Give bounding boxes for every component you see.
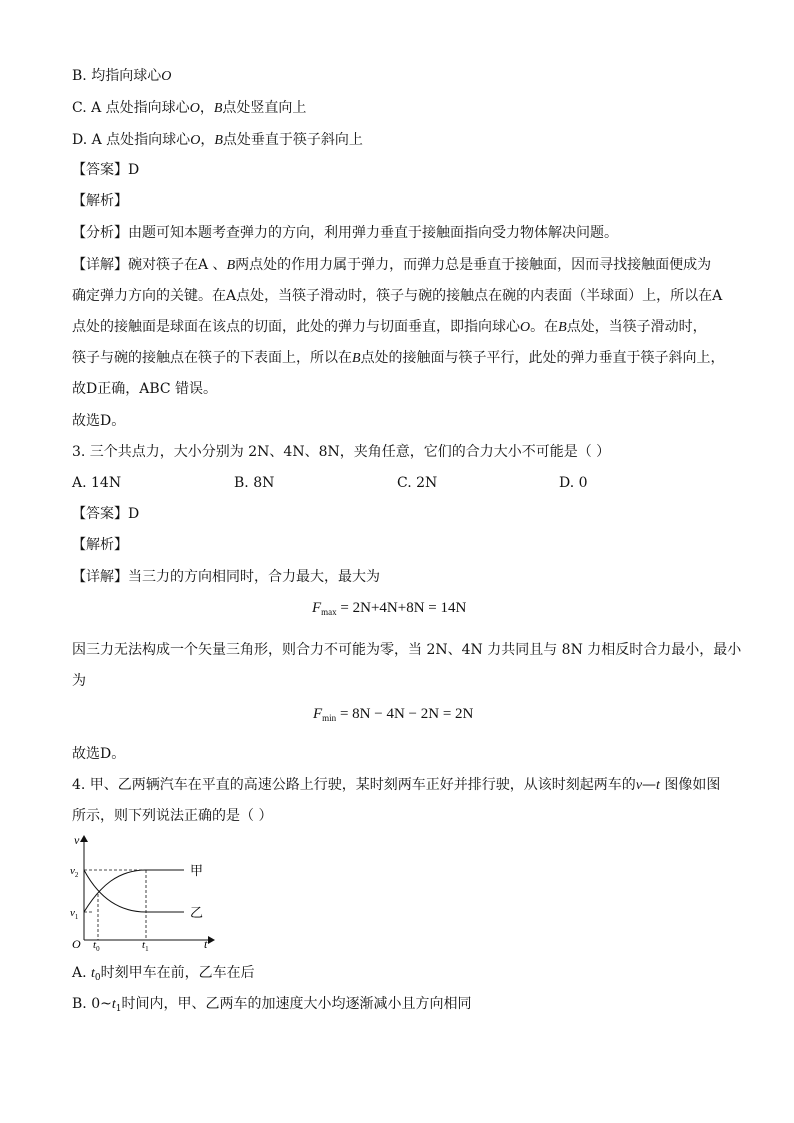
- q2-jiexi-heading: 【解析】: [72, 193, 128, 209]
- q2-detail-1a: 【详解】碗对筷子在A 、: [72, 257, 227, 273]
- v2-label: $v_2$: [70, 865, 79, 879]
- q2-detail-line-5: 故D正确，ABC 错误。: [72, 381, 218, 397]
- q4-option-a-t: t: [91, 966, 95, 981]
- q2-detail-1-point-b: B: [226, 258, 236, 273]
- origin-label: O: [72, 937, 81, 951]
- q4-option-b-sub: 1: [115, 1004, 122, 1014]
- q2-detail-4a: 筷子与碗的接触点在筷子的下表面上，所以在: [72, 350, 352, 366]
- q2-option-c: [72, 98, 306, 119]
- q3-stem: 3. 三个共点力，大小分别为 2N、4N、8N，夹角任意，它们的合力大小不可能是（ ）: [72, 444, 611, 460]
- q2-detail-3a: 点处的接触面是球面在该点的切面，此处的弹力与切面垂直，即指向球心: [72, 319, 520, 335]
- q3-equation-max: [312, 600, 466, 617]
- q4-option-b: [72, 994, 471, 1019]
- v1-label: $v_1$: [70, 907, 79, 921]
- q2-option-b-center: O: [161, 69, 172, 84]
- q2-option-c-prefix: C. A 点处指向球心: [72, 100, 190, 116]
- q2-answer: 【答案】D: [72, 162, 140, 178]
- q2-detail-4-point-b: B: [352, 351, 361, 366]
- q4-stem-line-1: [72, 775, 720, 796]
- q3-option-d: D. 0: [559, 475, 588, 491]
- q4-option-a-prefix: A.: [72, 965, 92, 981]
- q2-option-d-suffix: 点处垂直于筷子斜向上: [222, 132, 363, 148]
- q2-detail-1c: 两点处的作用力属于弹力，而弹力总是垂直于接触面，因而寻找接触面便成为: [235, 257, 712, 273]
- q3-detail-3: 为: [72, 673, 86, 689]
- eq-min-subscript: min: [322, 713, 337, 723]
- label-jia: 甲: [190, 864, 204, 879]
- eq-max-subscript: max: [321, 607, 337, 617]
- q3-detail-1: 【详解】当三力的方向相同时，合力最大，最大为: [72, 569, 380, 585]
- q2-option-c-sep: ，: [199, 100, 214, 116]
- q2-analysis: 【分析】由题可知本题考查弹力的方向，利用弹力垂直于接触面指向受力物体解决问题。: [72, 225, 618, 241]
- q2-option-d: [72, 130, 363, 151]
- q2-detail-4c: 点处的接触面与筷子平行，此处的弹力垂直于筷子斜向上，: [360, 350, 725, 366]
- q3-option-c: C. 2N: [397, 475, 438, 491]
- eq-min-force: F: [313, 706, 323, 722]
- q2-option-d-sep: ，: [200, 132, 215, 148]
- vt-graph: [66, 830, 226, 952]
- eq-max-rhs: = 2N+4N+8N = 14N: [336, 600, 467, 616]
- q3-option-b: B. 8N: [234, 475, 275, 491]
- q2-option-c-point: B: [213, 101, 223, 116]
- q3-detail-2: 因三力无法构成一个矢量三角形，则合力不可能为零，当 2N、4N 力共同且与 8N 力相反时合力最小，最小: [72, 642, 742, 658]
- q4-option-a: [72, 963, 255, 988]
- q2-detail-line-4: [72, 348, 725, 369]
- q4-option-b-text: 时间内，甲、乙两车的加速度大小均逐渐减小且方向相同: [121, 996, 472, 1012]
- q2-option-d-center: O: [190, 133, 201, 148]
- q2-option-c-suffix: 点处竖直向上: [222, 100, 307, 116]
- curve-yi: [84, 870, 184, 912]
- q2-detail-3b: 。在: [530, 319, 559, 335]
- q4-stem-1a: 4. 甲、乙两辆汽车在平直的高速公路上行驶，某时刻两车正好并排行驶，从该时刻起两车的: [72, 777, 636, 793]
- t1-label: $t_1$: [142, 939, 149, 952]
- q4-stem-t: t: [656, 778, 660, 793]
- q3-equation-min: [313, 706, 473, 723]
- q4-stem-dash: —: [642, 777, 657, 793]
- q4-option-a-sub: 0: [94, 973, 101, 983]
- q2-detail-3-center: O: [520, 320, 531, 335]
- q2-option-c-center: O: [189, 101, 200, 116]
- q3-conclusion: 故选D。: [72, 746, 126, 762]
- q2-detail-3c: 点处，当筷子滑动时，: [566, 319, 707, 335]
- t0-label: $t_0$: [93, 939, 100, 952]
- q3-jiexi-heading: 【解析】: [72, 537, 128, 553]
- q3-option-a: A. 14N: [72, 475, 122, 491]
- q4-stem-line-2: 所示，则下列说法正确的是（ ）: [72, 808, 273, 824]
- q2-detail-line-2: 确定弹力方向的关键。在A点处，当筷子滑动时，筷子与碗的接触点在碗的内表面（半球面）上，所以在A: [72, 288, 723, 304]
- v-axis-label: v: [74, 833, 80, 847]
- q4-stem-1b: 图像如图: [659, 777, 721, 793]
- q2-option-d-prefix: D. A 点处指向球心: [72, 132, 191, 148]
- q3-answer: 【答案】D: [72, 506, 140, 522]
- q2-detail-line-3: [72, 317, 707, 338]
- q2-option-b-text: B. 均指向球心: [72, 68, 162, 84]
- q2-detail-3-point-b: B: [558, 320, 567, 335]
- q4-option-b-t: t: [111, 997, 116, 1012]
- eq-min-rhs: = 8N − 4N − 2N = 2N: [336, 706, 474, 722]
- q2-detail-line-1: [72, 255, 711, 276]
- eq-max-force: F: [312, 600, 322, 616]
- q4-stem-v: v: [635, 778, 643, 793]
- t-axis-label: t: [204, 937, 208, 951]
- label-yi: 乙: [190, 906, 204, 921]
- q4-option-b-prefix: B. 0~: [72, 996, 112, 1012]
- q2-conclusion: 故选D。: [72, 413, 126, 429]
- q4-option-a-text: 时刻甲车在前，乙车在后: [100, 965, 255, 981]
- q2-option-b: [72, 66, 171, 87]
- q2-option-d-point: B: [214, 133, 223, 148]
